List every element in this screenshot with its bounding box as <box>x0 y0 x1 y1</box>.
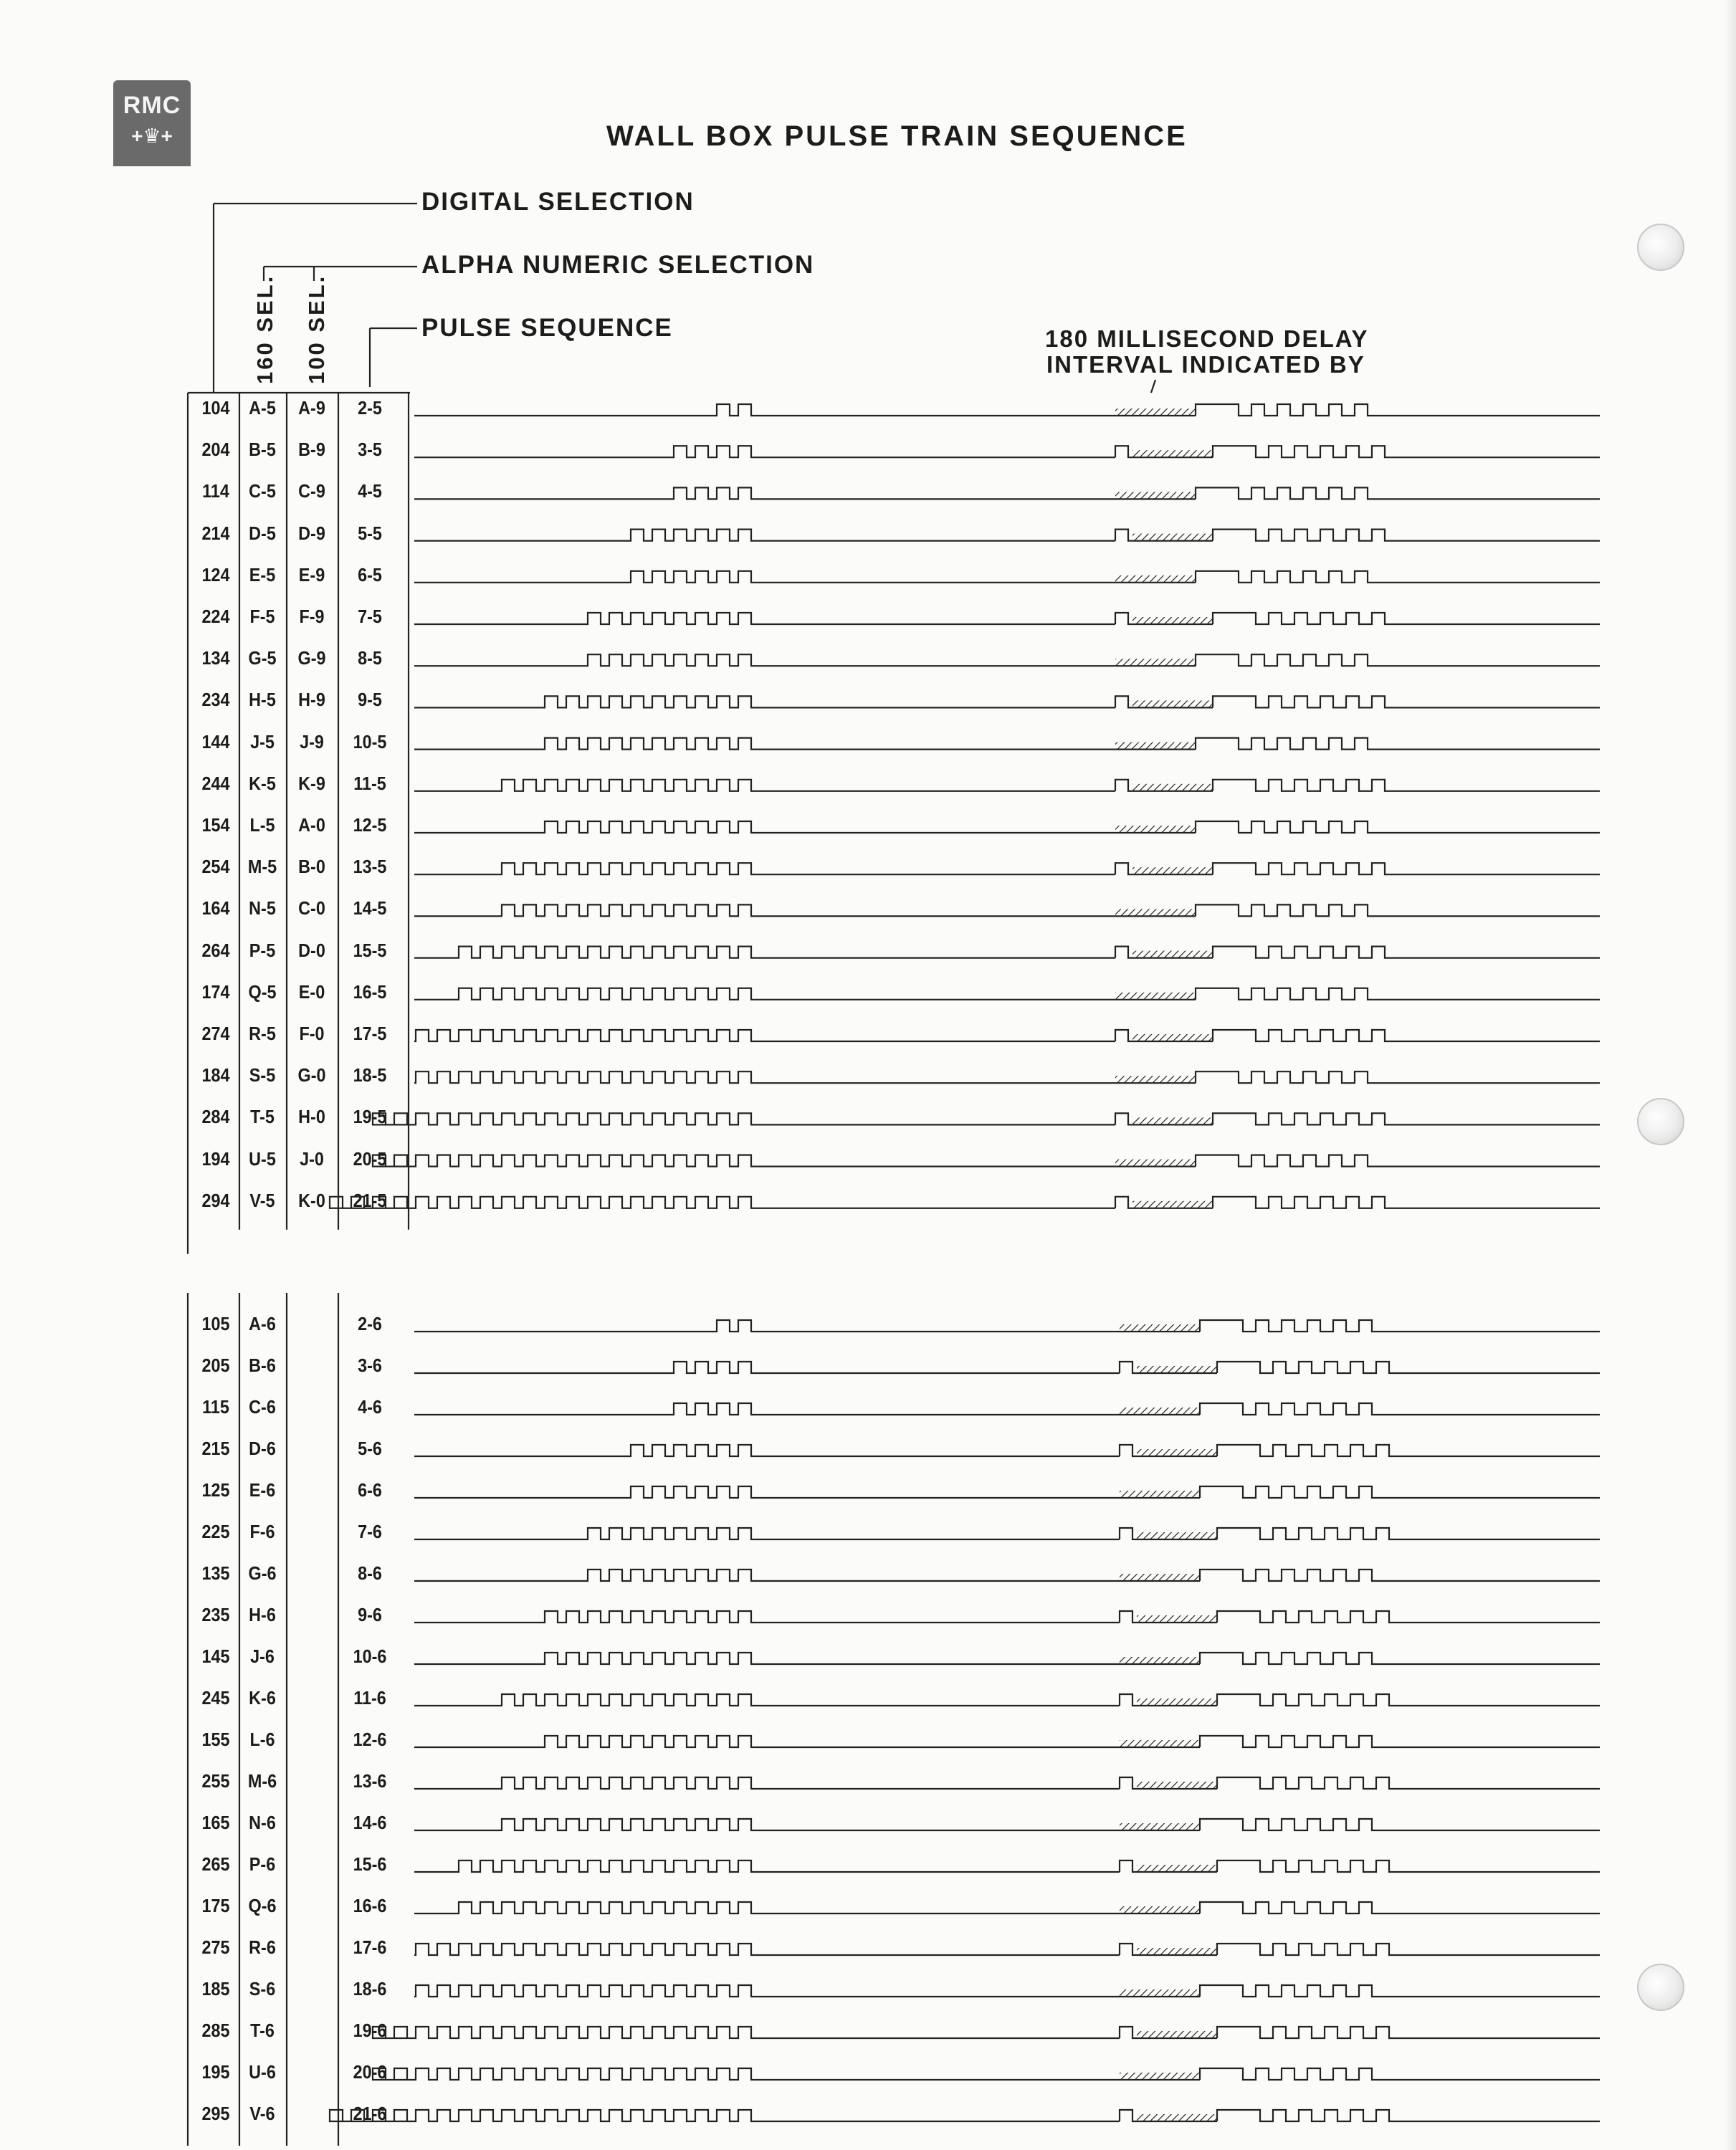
top-row-3-tail <box>1213 530 1600 541</box>
digital-selection: 285 <box>201 2020 230 2041</box>
bottom-row-16-train <box>414 1985 1120 1997</box>
delay-interval-hatch <box>1137 1532 1217 1539</box>
sel-160: M-6 <box>247 1770 277 1792</box>
top-row-8-tail <box>1196 738 1600 750</box>
delay-interval-hatch <box>1115 742 1196 750</box>
delay-interval-hatch <box>1132 450 1213 457</box>
pulse-sequence-code: 7-5 <box>358 606 382 627</box>
header-160-sel: 160 SEL. <box>252 274 277 384</box>
legend-alpha-numeric-selection: ALPHA NUMERIC SELECTION <box>421 251 815 279</box>
bottom-row-10-tail <box>1200 1736 1600 1747</box>
delay-interval-hatch <box>1132 951 1213 958</box>
digital-selection: 194 <box>201 1147 230 1170</box>
digital-selection: 265 <box>201 1853 230 1875</box>
sel-160: U-5 <box>249 1147 276 1170</box>
delay-interval-hatch <box>1120 1740 1200 1747</box>
digital-selection: 264 <box>201 939 230 961</box>
digital-selection: 184 <box>201 1064 230 1086</box>
logo-text: RMC <box>123 92 181 119</box>
pulse-sequence-code: 10-5 <box>353 730 387 752</box>
delay-interval-hatch <box>1137 2031 1217 2038</box>
pulse-sequence-code: 6-6 <box>358 1479 382 1501</box>
sel-160: T-5 <box>250 1106 275 1128</box>
bottom-row-5-extra <box>1120 1528 1137 1539</box>
delay-interval-hatch <box>1120 1906 1200 1914</box>
digital-selection: 175 <box>201 1895 230 1916</box>
delay-interval-hatch <box>1115 909 1196 916</box>
bottom-row-8-train <box>414 1653 1120 1664</box>
digital-selection: 135 <box>201 1562 230 1584</box>
top-row-4-train <box>414 571 1115 583</box>
delay-interval-hatch <box>1115 1160 1196 1167</box>
top-row-18-tail <box>1196 1155 1600 1167</box>
top-row-13-extra <box>1115 947 1132 958</box>
delay-interval-hatch <box>1132 1117 1213 1124</box>
sel-160: L-6 <box>249 1729 275 1750</box>
top-row-4-tail <box>1196 571 1600 583</box>
delay-interval-hatch <box>1120 1574 1200 1581</box>
delay-interval-hatch <box>1137 2114 1217 2121</box>
top-row-1-extra <box>1115 446 1132 457</box>
pulse-sequence-code: 21-5 <box>353 1189 387 1211</box>
pulse-sequence-code: 18-6 <box>353 1978 387 2000</box>
pulse-sequence-code: 12-5 <box>353 814 387 836</box>
pulse-sequence-code: 7-6 <box>358 1521 382 1542</box>
delay-interval-hatch <box>1132 1201 1213 1208</box>
bottom-row-8-tail <box>1200 1653 1600 1664</box>
sel-160: H-6 <box>249 1604 276 1625</box>
pulse-sequence-code: 13-6 <box>353 1770 387 1792</box>
bottom-row-10-train <box>414 1736 1120 1747</box>
digital-selection: 214 <box>201 522 230 544</box>
sel-160: Q-5 <box>248 980 277 1003</box>
delay-note-line2: INTERVAL INDICATED BY <box>1046 351 1365 378</box>
pulse-sequence-code: 14-6 <box>353 1812 387 1833</box>
pulse-sequence-code: 19-6 <box>353 2020 387 2041</box>
sel-160: Q-6 <box>248 1895 277 1916</box>
header-100-sel: 100 SEL. <box>304 274 329 384</box>
pulse-sequence-code: 11-5 <box>353 772 386 794</box>
sel-160: C-5 <box>249 480 276 502</box>
top-row-6-train <box>414 654 1115 666</box>
bottom-row-4-train <box>414 1486 1120 1498</box>
sel-160: K-5 <box>249 772 276 794</box>
digital-selection: 225 <box>201 1521 230 1542</box>
sel-160: D-5 <box>249 522 276 544</box>
delay-interval-hatch <box>1132 617 1213 624</box>
sel-160: S-6 <box>249 1978 276 2000</box>
top-row-17-train <box>373 1113 1115 1124</box>
sel-160: K-6 <box>249 1687 276 1709</box>
sel-100: C-9 <box>298 480 325 502</box>
top-row-12-tail <box>1196 904 1600 916</box>
top-row-0-train <box>414 404 1115 416</box>
sel-160: M-5 <box>247 856 277 878</box>
bottom-row-3-extra <box>1120 1445 1137 1456</box>
top-row-5-tail <box>1213 613 1600 624</box>
sel-160: B-6 <box>249 1354 276 1376</box>
bottom-row-0-train <box>414 1320 1120 1332</box>
pulse-sequence-code: 4-6 <box>358 1396 382 1418</box>
bottom-row-14-tail <box>1200 1902 1600 1914</box>
digital-selection: 245 <box>201 1687 230 1709</box>
pulse-sequence-code: 9-5 <box>358 689 382 711</box>
pulse-sequence-code: 20-5 <box>353 1147 387 1170</box>
digital-selection: 204 <box>201 439 230 461</box>
delay-interval-hatch <box>1115 659 1196 666</box>
bottom-row-15-train <box>414 1944 1120 1955</box>
top-row-3-extra <box>1115 530 1132 541</box>
sel-160: F-6 <box>249 1521 275 1542</box>
pulse-sequence-code: 16-6 <box>353 1895 387 1916</box>
pulse-sequence-code: 4-5 <box>358 480 382 502</box>
top-row-13-tail <box>1213 947 1600 958</box>
top-row-6-tail <box>1196 654 1600 666</box>
bottom-row-1-tail <box>1217 1362 1600 1373</box>
top-row-14-tail <box>1196 988 1600 1000</box>
sel-100: D-0 <box>298 939 325 961</box>
delay-interval-hatch <box>1137 1449 1217 1456</box>
top-row-10-tail <box>1196 821 1600 833</box>
bottom-row-18-tail <box>1200 2068 1600 2080</box>
delay-interval-hatch <box>1120 1491 1200 1498</box>
sel-160: P-6 <box>249 1853 276 1875</box>
top-row-15-train <box>414 1030 1115 1041</box>
top-row-5-extra <box>1115 613 1132 624</box>
sel-160: T-6 <box>250 2020 275 2041</box>
top-row-8-train <box>414 738 1115 750</box>
top-row-19-extra <box>1115 1197 1132 1208</box>
bottom-row-17-extra <box>1120 2027 1137 2038</box>
bottom-row-19-extra <box>1120 2110 1137 2121</box>
delay-interval-hatch <box>1132 867 1213 874</box>
sel-100: D-9 <box>298 522 325 544</box>
digital-selection: 144 <box>201 730 230 752</box>
sel-160: A-5 <box>249 397 276 419</box>
bottom-row-5-train <box>414 1528 1120 1539</box>
bottom-row-11-extra <box>1120 1777 1137 1789</box>
bottom-row-5-tail <box>1217 1528 1600 1539</box>
pulse-sequence-code: 9-6 <box>358 1604 382 1625</box>
sel-160: J-5 <box>250 730 275 752</box>
top-row-1-tail <box>1213 446 1600 457</box>
sel-100: K-9 <box>298 772 325 794</box>
delay-interval-hatch <box>1115 408 1196 416</box>
top-row-7-extra <box>1115 696 1132 707</box>
bottom-row-9-train <box>414 1694 1120 1706</box>
top-row-12-train <box>414 904 1115 916</box>
sel-160: D-6 <box>249 1438 276 1459</box>
bottom-row-0-tail <box>1200 1320 1600 1332</box>
bottom-row-2-tail <box>1200 1403 1600 1415</box>
top-row-2-tail <box>1196 487 1600 499</box>
sel-160: V-6 <box>249 2103 275 2124</box>
top-row-9-tail <box>1213 780 1600 791</box>
bottom-row-13-extra <box>1120 1860 1137 1872</box>
digital-selection: 274 <box>201 1023 230 1044</box>
delay-note-line1: 180 MILLISECOND DELAY <box>1045 325 1369 352</box>
pulse-sequence-code: 6-5 <box>358 563 382 586</box>
digital-selection: 255 <box>201 1770 230 1792</box>
top-row-7-train <box>414 696 1115 707</box>
delay-interval-hatch <box>1120 1657 1200 1664</box>
delay-interval-hatch <box>1115 826 1196 833</box>
sel-160: G-6 <box>248 1562 277 1584</box>
sel-100: A-9 <box>298 397 325 419</box>
sel-100: A-0 <box>298 814 325 836</box>
bottom-row-14-train <box>414 1902 1120 1914</box>
bottom-row-18-train <box>373 2068 1120 2080</box>
top-row-7-tail <box>1213 696 1600 707</box>
pulse-sequence-code: 2-6 <box>358 1313 382 1334</box>
legend-digital-selection: DIGITAL SELECTION <box>421 188 695 216</box>
legend-pulse-sequence: PULSE SEQUENCE <box>421 314 673 342</box>
digital-selection: 125 <box>201 1479 230 1501</box>
sel-160: N-5 <box>249 897 276 919</box>
top-row-13-train <box>414 947 1115 958</box>
bottom-row-13-tail <box>1217 1860 1600 1872</box>
bottom-row-15-tail <box>1217 1944 1600 1955</box>
pulse-sequence-code: 2-5 <box>358 397 382 419</box>
sel-100: K-0 <box>298 1189 325 1211</box>
pulse-sequence-code: 13-5 <box>353 856 387 878</box>
sel-100: G-0 <box>297 1064 326 1086</box>
bottom-row-7-tail <box>1217 1611 1600 1623</box>
digital-selection: 284 <box>201 1106 230 1128</box>
digital-selection: 134 <box>201 647 230 669</box>
sel-100: H-0 <box>298 1106 325 1128</box>
bottom-row-3-train <box>414 1445 1120 1456</box>
binder-hole <box>1637 1964 1684 2011</box>
pulse-sequence-code: 20-6 <box>353 2061 387 2083</box>
top-row-0-tail <box>1196 404 1600 416</box>
delay-interval-hatch <box>1115 993 1196 1000</box>
bottom-row-16-tail <box>1200 1985 1600 1997</box>
top-row-1-train <box>414 446 1115 457</box>
bottom-row-19-train <box>330 2110 1120 2121</box>
digital-selection: 244 <box>201 772 230 794</box>
digital-selection: 235 <box>201 1604 230 1625</box>
top-row-11-tail <box>1213 863 1600 874</box>
top-row-5-train <box>414 613 1115 624</box>
pulse-sequence-code: 11-6 <box>353 1687 386 1709</box>
crown-icon: +♛+ <box>131 125 173 147</box>
top-row-2-train <box>414 487 1115 499</box>
digital-selection: 155 <box>201 1729 230 1750</box>
top-row-9-train <box>414 780 1115 791</box>
delay-interval-hatch <box>1115 1076 1196 1083</box>
delay-interval-hatch <box>1120 2073 1200 2080</box>
top-row-10-train <box>414 821 1115 833</box>
sel-160: N-6 <box>249 1812 276 1833</box>
pulse-sequence-code: 12-6 <box>353 1729 387 1750</box>
sel-160: L-5 <box>249 814 275 836</box>
delay-interval-hatch <box>1120 1989 1200 1997</box>
pulse-sequence-code: 15-6 <box>353 1853 387 1875</box>
sel-100: G-9 <box>297 647 326 669</box>
top-row-16-train <box>414 1071 1115 1083</box>
page-edge <box>1725 0 1736 2150</box>
sel-100: J-9 <box>300 730 324 752</box>
bottom-row-4-tail <box>1200 1486 1600 1498</box>
top-row-15-tail <box>1213 1030 1600 1041</box>
delay-interval-hatch <box>1137 1698 1217 1706</box>
digital-selection: 124 <box>201 563 230 586</box>
top-row-17-tail <box>1213 1113 1600 1124</box>
digital-selection: 114 <box>202 480 229 502</box>
top-row-9-extra <box>1115 780 1132 791</box>
top-row-3-train <box>414 530 1115 541</box>
bottom-row-9-extra <box>1120 1694 1137 1706</box>
sel-160: R-6 <box>249 1936 276 1958</box>
bottom-row-7-train <box>414 1611 1120 1623</box>
sel-160: C-6 <box>249 1396 276 1418</box>
bottom-row-19-tail <box>1217 2110 1600 2121</box>
digital-selection: 295 <box>201 2103 230 2124</box>
sel-160: P-5 <box>249 939 276 961</box>
top-row-19-train <box>330 1197 1115 1208</box>
bottom-row-6-tail <box>1200 1570 1600 1581</box>
sel-160: V-5 <box>249 1189 275 1211</box>
bottom-row-7-extra <box>1120 1611 1137 1623</box>
pulse-sequence-code: 5-6 <box>358 1438 382 1459</box>
delay-interval-hatch <box>1120 1823 1200 1830</box>
pulse-sequence-code: 17-6 <box>353 1936 387 1958</box>
bottom-row-1-extra <box>1120 1362 1137 1373</box>
digital-selection: 165 <box>201 1812 230 1833</box>
digital-selection: 145 <box>201 1645 230 1667</box>
bottom-row-6-train <box>414 1570 1120 1581</box>
sel-160: E-5 <box>249 563 276 586</box>
delay-interval-hatch <box>1137 1366 1217 1373</box>
pulse-sequence-code: 3-5 <box>358 439 382 461</box>
top-row-11-extra <box>1115 863 1132 874</box>
pulse-sequence-code: 14-5 <box>353 897 387 919</box>
bottom-row-1-train <box>414 1362 1120 1373</box>
sel-100: B-9 <box>298 439 325 461</box>
sel-100: E-0 <box>298 980 325 1003</box>
delay-interval-hatch <box>1132 700 1213 707</box>
top-row-16-tail <box>1196 1071 1600 1083</box>
sel-160: J-6 <box>250 1645 275 1667</box>
pulse-sequence-code: 5-5 <box>358 522 382 544</box>
sel-100: B-0 <box>298 856 325 878</box>
delay-interval-hatch <box>1137 1615 1217 1623</box>
digital-selection: 164 <box>201 897 230 919</box>
sel-160: A-6 <box>249 1313 276 1334</box>
digital-selection: 105 <box>201 1313 230 1334</box>
delay-interval-hatch <box>1132 784 1213 791</box>
delay-interval-hatch <box>1137 1782 1217 1789</box>
delay-interval-hatch <box>1120 1408 1200 1415</box>
top-row-17-extra <box>1115 1113 1132 1124</box>
digital-selection: 195 <box>201 2061 230 2083</box>
digital-selection: 215 <box>201 1438 230 1459</box>
sel-160: R-5 <box>249 1023 276 1044</box>
binder-hole <box>1637 224 1684 271</box>
sel-160: U-6 <box>249 2061 276 2083</box>
sel-160: S-5 <box>249 1064 276 1086</box>
delay-interval-hatch <box>1115 575 1196 583</box>
bottom-row-12-tail <box>1200 1819 1600 1830</box>
bottom-row-17-tail <box>1217 2027 1600 2038</box>
digital-selection: 234 <box>201 689 230 711</box>
sel-160: H-5 <box>249 689 276 711</box>
top-row-18-train <box>373 1155 1115 1167</box>
digital-selection: 254 <box>201 856 230 878</box>
digital-selection: 104 <box>201 397 230 419</box>
top-row-19-tail <box>1213 1197 1600 1208</box>
top-row-15-extra <box>1115 1030 1132 1041</box>
pulse-sequence-code: 3-6 <box>358 1354 382 1376</box>
delay-note-arrow <box>1151 380 1155 393</box>
sel-100: F-0 <box>299 1023 325 1044</box>
top-row-14-train <box>414 988 1115 1000</box>
digital-selection: 174 <box>201 980 230 1003</box>
delay-interval-hatch <box>1137 1865 1217 1872</box>
digital-selection: 154 <box>201 814 230 836</box>
digital-selection: 115 <box>202 1396 229 1418</box>
delay-interval-hatch <box>1137 1948 1217 1955</box>
sel-160: F-5 <box>249 606 275 627</box>
digital-selection: 275 <box>201 1936 230 1958</box>
binder-hole <box>1637 1098 1684 1145</box>
pulse-sequence-code: 19-5 <box>353 1106 387 1128</box>
pulse-sequence-code: 18-5 <box>353 1064 387 1086</box>
digital-selection: 205 <box>201 1354 230 1376</box>
pulse-sequence-code: 10-6 <box>353 1645 387 1667</box>
bottom-row-15-extra <box>1120 1944 1137 1955</box>
bottom-row-9-tail <box>1217 1694 1600 1706</box>
pulse-sequence-code: 16-5 <box>353 980 387 1003</box>
bottom-row-3-tail <box>1217 1445 1600 1456</box>
pulse-sequence-code: 21-6 <box>353 2103 387 2124</box>
pulse-sequence-code: 8-6 <box>358 1562 382 1584</box>
sel-100: E-9 <box>298 563 325 586</box>
pulse-sequence-code: 15-5 <box>353 939 387 961</box>
digital-selection: 185 <box>201 1978 230 2000</box>
sel-100: J-0 <box>300 1147 324 1170</box>
sel-160: G-5 <box>248 647 277 669</box>
sel-100: F-9 <box>299 606 325 627</box>
bottom-row-11-tail <box>1217 1777 1600 1789</box>
sel-160: B-5 <box>249 439 276 461</box>
delay-interval-hatch <box>1132 534 1213 541</box>
top-row-11-train <box>414 863 1115 874</box>
pulse-sequence-code: 17-5 <box>353 1023 387 1044</box>
bottom-row-11-train <box>414 1777 1120 1789</box>
delay-interval-hatch <box>1115 492 1196 499</box>
sel-100: C-0 <box>298 897 325 919</box>
delay-interval-hatch <box>1132 1034 1213 1041</box>
bottom-row-17-train <box>373 2027 1120 2038</box>
sel-160: E-6 <box>249 1479 276 1501</box>
pulse-sequence-code: 8-5 <box>358 647 382 669</box>
bottom-row-13-train <box>414 1860 1120 1872</box>
digital-selection: 224 <box>201 606 230 627</box>
sel-100: H-9 <box>298 689 325 711</box>
bottom-row-2-train <box>414 1403 1120 1415</box>
page-title: WALL BOX PULSE TRAIN SEQUENCE <box>606 120 1188 152</box>
digital-selection: 294 <box>201 1189 230 1211</box>
delay-interval-hatch <box>1120 1324 1200 1332</box>
bottom-row-12-train <box>414 1819 1120 1830</box>
